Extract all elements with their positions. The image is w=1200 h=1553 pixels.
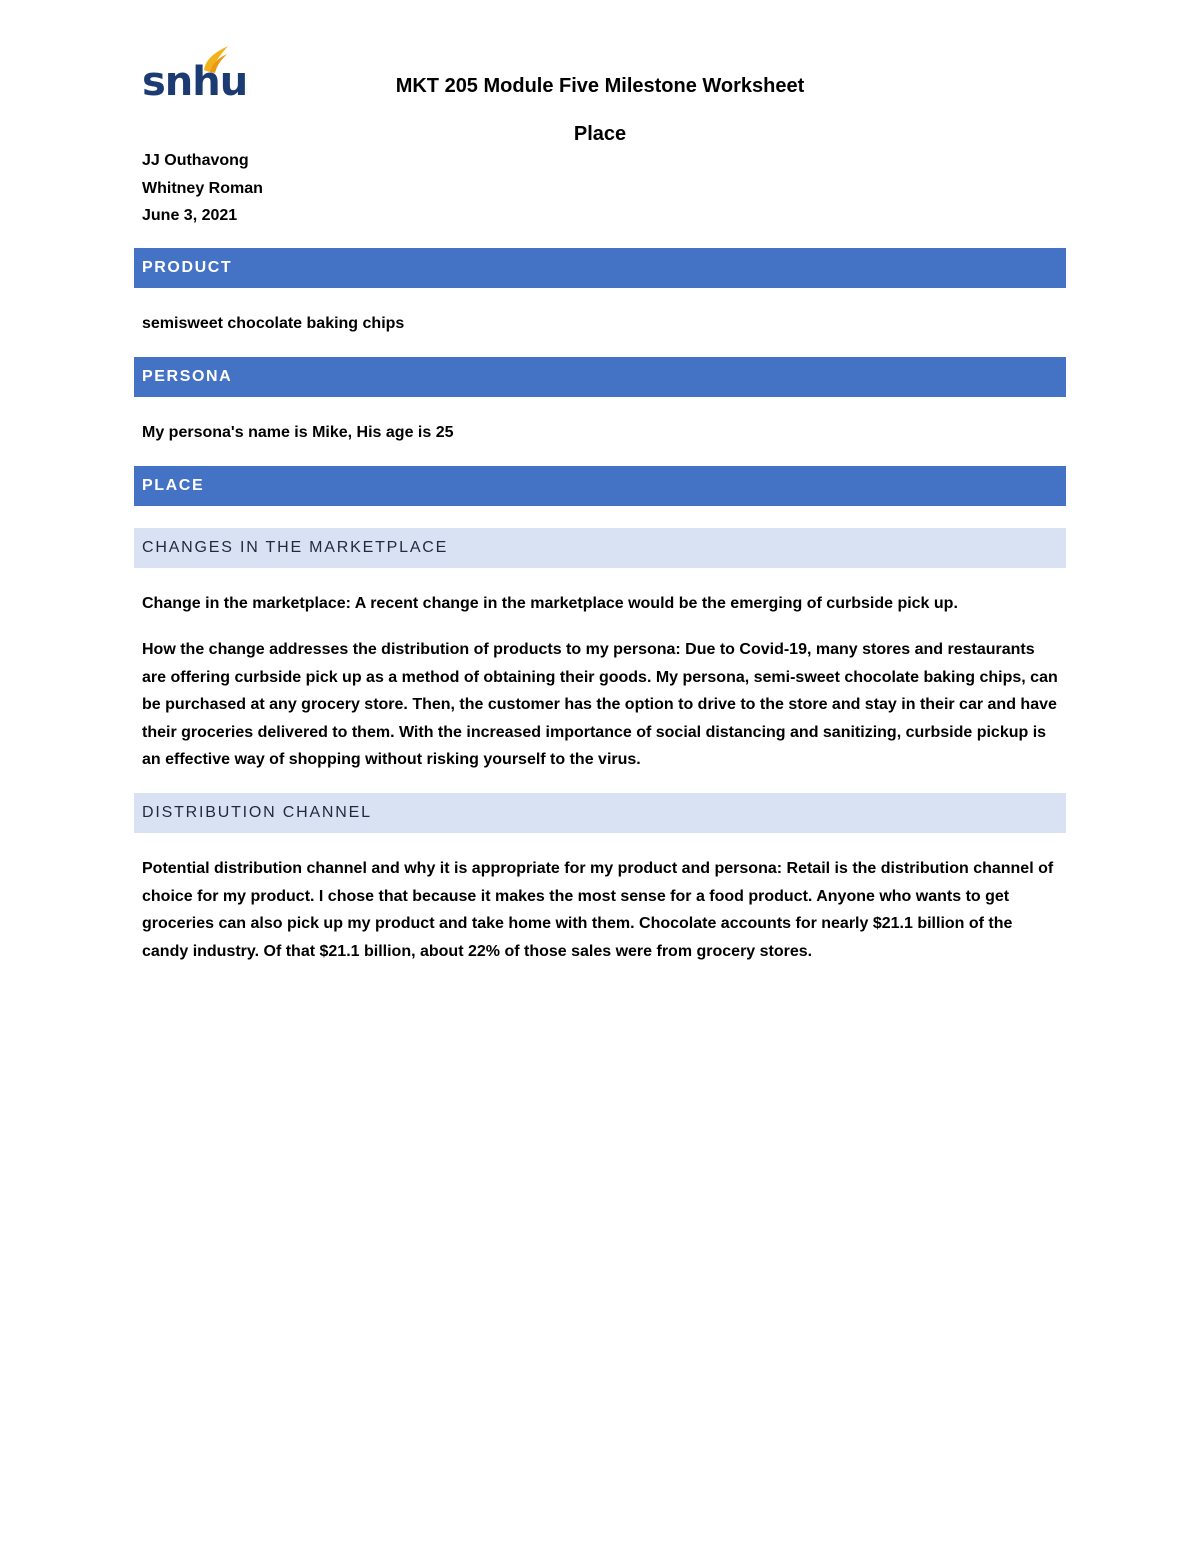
logo-wordmark: snhu (142, 59, 248, 105)
document-date: June 3, 2021 (142, 207, 238, 224)
subsection-header-distribution: DISTRIBUTION CHANNEL (134, 793, 1066, 833)
section-header-persona: PERSONA (134, 357, 1066, 397)
distribution-paragraph: Potential distribution channel and why it is appropriate for my product and persona: Retail is the distribution channel of choice for my product. I chose that because it makes the most sense for a food product. Anyone who wants to get groceries can also pick up my product and take home with them. Chocolate accounts for nearly $21.1 billion of the candy industry. Of that $21.1 billion, about 22% of those sales were from grocery stores. (142, 860, 1054, 960)
subsection-header-changes: CHANGES IN THE MARKETPLACE (134, 528, 1066, 568)
changes-paragraph-2: How the change addresses the distribution of products to my persona: Due to Covid-19, many stores and restaurants are offering curbside pick up as a method of obtaining their goods. My persona, semi-sweet chocolate baking chips, can be purchased at any grocery store. Then, the customer has the option to drive to the store and stay in their car and have their groceries delivered to them. With the increased importance of social distancing and sanitizing, curbside pickup is an effective way of shopping without risking yourself to the virus. (142, 641, 1058, 768)
author-name: JJ Outhavong (142, 152, 249, 169)
persona-text: My persona's name is Mike, His age is 25 (142, 424, 454, 441)
instructor-name: Whitney Roman (142, 179, 263, 197)
section-header-product: PRODUCT (134, 248, 1066, 288)
product-text: semisweet chocolate baking chips (142, 315, 405, 332)
section-header-place: PLACE (134, 466, 1066, 506)
changes-paragraph-1: Change in the marketplace: A recent change in the marketplace would be the emerging of curbside pick up. (142, 595, 958, 612)
document-title: MKT 205 Module Five Milestone Worksheet (395, 75, 805, 97)
document-subtitle: Place (573, 123, 627, 145)
author-block (142, 147, 263, 230)
